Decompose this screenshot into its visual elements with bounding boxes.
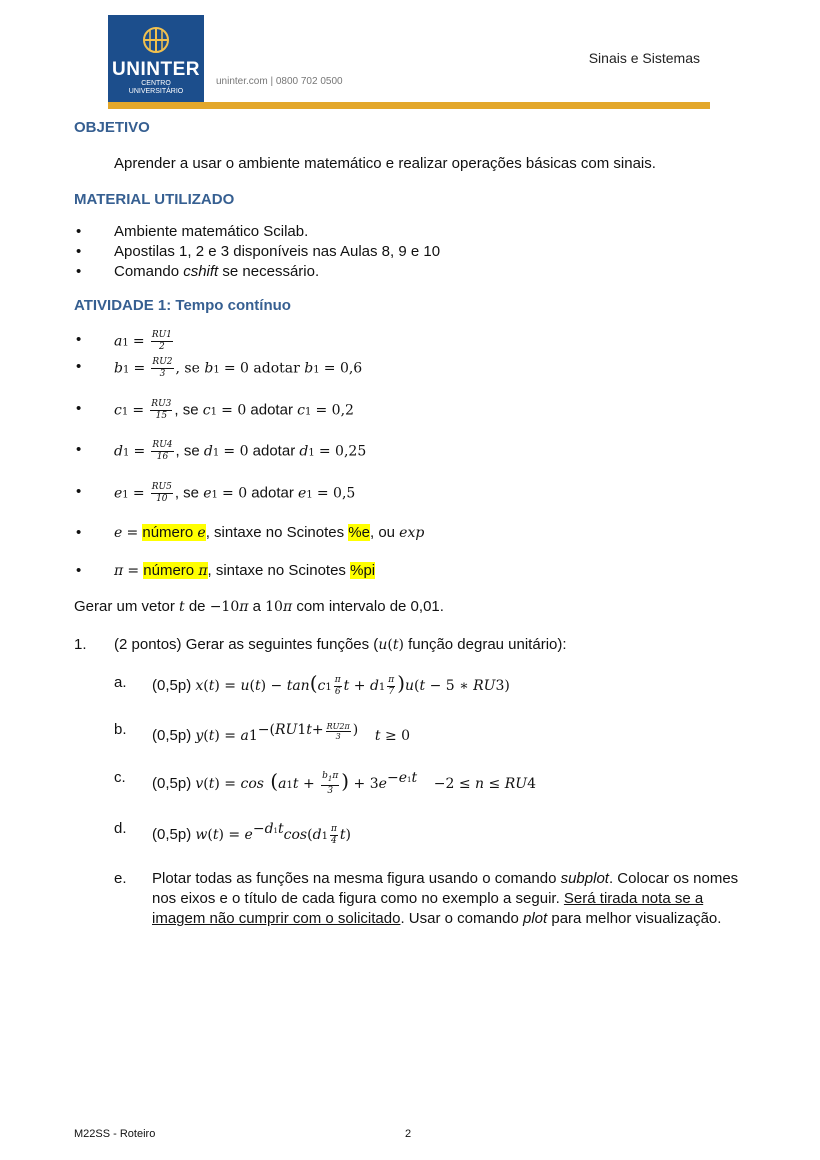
header-rule: [108, 102, 710, 109]
objective-heading: OBJETIVO: [74, 119, 150, 136]
constants-list: [74, 330, 754, 581]
document-title: Sinais e Sistemas: [588, 50, 700, 66]
item-b: b. (0,5p) $y(t) = a1^{-(RU1t+ \frac{RU2\pi}{3} )}$ t ≥ 0: [114, 721, 411, 745]
constant-pi: • π = número π, sintaxe no Scinotes %pi: [74, 561, 754, 581]
constant-a1: • a1 = $\frac{RU1}{2}$: [74, 330, 754, 353]
globe-icon: [141, 25, 171, 55]
list-item: • Comando cshift se necessário.: [74, 262, 754, 282]
item-e: e. Plotar todas as funções na mesma figura usando o comando subplot. Colocar os nomes nos eixos e o título de cada figura como no exemplo a seguir. Será tirada nota se a imagem não cumprir com o solicitado. Usar o comando plot para melhor visualização.: [114, 870, 739, 928]
constant-d1: • d1 = $\frac{RU4}{16}$ , se d1 = 0 adotar d1 = 0,25: [74, 440, 754, 463]
footer-doc-code: M22SS - Roteiro: [74, 1128, 156, 1140]
material-heading: MATERIAL UTILIZADO: [74, 191, 235, 208]
list-item: • Apostilas 1, 2 e 3 disponíveis nas Aulas 8, 9 e 10: [74, 242, 754, 262]
constant-e: • e = número e, sintaxe no Scinotes %e, ou exp: [74, 523, 754, 543]
uninter-logo: [108, 15, 204, 105]
document-body: [74, 118, 754, 929]
question-1-items: [74, 673, 754, 929]
footer-page-number: 2: [405, 1128, 412, 1140]
constant-e1: • e1 = $\frac{RU5}{10}$ , se e1 = 0 adotar e1 = 0,5: [74, 482, 754, 505]
list-item: • Ambiente matemático Scilab.: [74, 222, 754, 242]
t-vector-text: Gerar um vetor t de −10π a 10π com intervalo de 0,01.: [74, 598, 444, 616]
contact-line: uninter.com | 0800 702 0500: [216, 76, 343, 87]
item-d: d. (0,5p) $w(t) = e^{-d1t}\cos(d1$ $\frac{\pi}{4}$ t): [114, 820, 351, 846]
item-c: c. (0,5p) v(t) = cos (a1t + $\frac{b_1\pi}{3}$ ) + $3e^{-e1t}$ −2 ≤ n ≤ RU4: [114, 769, 536, 797]
logo-brand: UNINTER: [112, 59, 200, 80]
constant-c1: • c1 = $\frac{RU3}{15}$ , se c1 = 0 adotar c1 = 0,2: [74, 399, 754, 422]
logo-subtitle: CENTRO UNIVERSITÁRIO: [128, 80, 184, 95]
material-list: [74, 222, 754, 282]
question-1: 1. (2 pontos) Gerar as seguintes funções (u(t) função degrau unitário):: [74, 636, 567, 654]
objective-text: Aprender a usar o ambiente matemático e realizar operações básicas com sinais.: [114, 155, 656, 172]
constant-b1: • b1 = $\frac{RU2}{3}$ , se b1 = 0 adotar b1 = 0,6: [74, 357, 754, 380]
activity-heading: ATIVIDADE 1: Tempo contínuo: [74, 297, 291, 314]
item-a: a. (0,5p) x(t) = u(t) − tan(c1 $\frac{\pi}{6}$ t + d1 $\frac{\pi}{7}$ )u(t − 5 ∗ RU3): [114, 671, 510, 697]
